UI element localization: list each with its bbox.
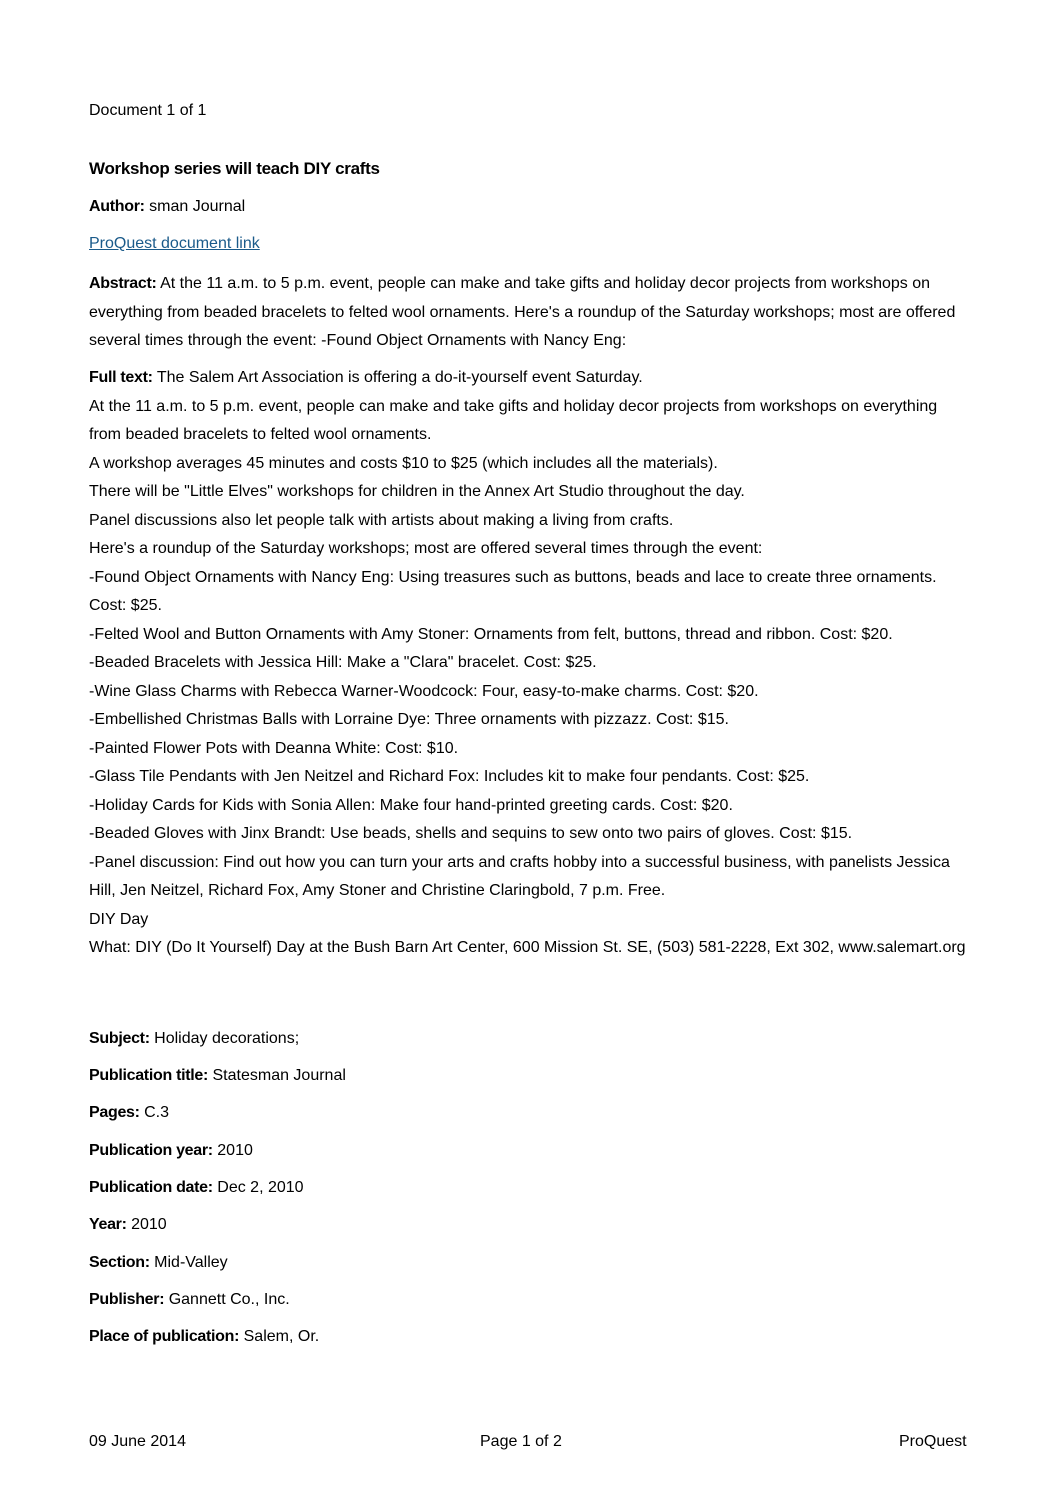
metadata-value: Mid-Valley bbox=[154, 1254, 228, 1271]
metadata-place-of-publication bbox=[89, 1326, 319, 1348]
metadata-publisher bbox=[89, 1289, 290, 1311]
metadata-label: Subject: bbox=[89, 1030, 150, 1047]
metadata-value: Gannett Co., Inc. bbox=[168, 1291, 290, 1308]
metadata-label: Publication date: bbox=[89, 1179, 213, 1196]
metadata-label: Publication year: bbox=[89, 1142, 213, 1159]
fulltext-paragraph: -Beaded Bracelets with Jessica Hill: Make a "Clara" bracelet. Cost: $25. bbox=[89, 654, 597, 671]
fulltext-paragraph: DIY Day bbox=[89, 910, 149, 928]
fulltext-paragraph: -Glass Tile Pendants with Jen Neitzel and Richard Fox: Includes kit to make four pendants. Cost: $25. bbox=[89, 768, 810, 785]
abstract-section bbox=[89, 270, 969, 356]
fulltext-paragraph: There will be "Little Elves" workshops for children in the Annex Art Studio throughout the day. bbox=[89, 483, 745, 500]
author-value: sman Journal bbox=[149, 198, 246, 215]
metadata-label: Pages: bbox=[89, 1104, 140, 1121]
document-count: Document 1 of 1 bbox=[89, 102, 207, 119]
metadata-label: Year: bbox=[89, 1216, 127, 1233]
fulltext-section bbox=[89, 364, 969, 963]
fulltext-paragraph: -Beaded Gloves with Jinx Brandt: Use beads, shells and sequins to sew onto two pairs of gloves. Cost: $15. bbox=[89, 825, 853, 842]
fulltext-paragraph: -Wine Glass Charms with Rebecca Warner-Woodcock: Four, easy-to-make charms. Cost: $20. bbox=[89, 682, 759, 700]
fulltext-first-paragraph bbox=[89, 364, 969, 393]
fulltext-paragraph: -Embellished Christmas Balls with Lorraine Dye: Three ornaments with pizzazz. Cost: $15. bbox=[89, 711, 729, 728]
abstract-text: At the 11 a.m. to 5 p.m. event, people can make and take gifts and holiday decor projects from workshops on everything from beaded bracelets to felted wool ornaments. Here's a roundup of the Saturday workshops; most are offered several times through the event: -Found Object Ornaments with Nancy Eng: bbox=[89, 275, 956, 349]
metadata-publication-date bbox=[89, 1177, 304, 1199]
article-title: Workshop series will teach DIY crafts bbox=[89, 159, 380, 178]
fulltext-paragraph: -Holiday Cards for Kids with Sonia Allen: Make four hand-printed greeting cards. Cost: $20. bbox=[89, 796, 733, 814]
fulltext-paragraph: -Painted Flower Pots with Deanna White: Cost: $10. bbox=[89, 739, 459, 757]
fulltext-paragraph: -Found Object Ornaments with Nancy Eng: Using treasures such as buttons, beads and lace to create three ornaments. Cost: $25. bbox=[89, 568, 937, 614]
author-label: Author: bbox=[89, 198, 145, 215]
metadata-value: 2010 bbox=[217, 1142, 253, 1159]
footer-brand: ProQuest bbox=[899, 1433, 967, 1450]
metadata-label: Publication title: bbox=[89, 1067, 209, 1084]
fulltext-first-text: The Salem Art Association is offering a do-it-yourself event Saturday. bbox=[156, 369, 643, 386]
metadata-pages bbox=[89, 1102, 169, 1124]
fulltext-paragraph: -Panel discussion: Find out how you can turn your arts and crafts hobby into a successful business, with panelists Jessica Hill, Jen Neitzel, Richard Fox, Amy Stoner and Christine Claringbold, 7 p.m. Free. bbox=[89, 853, 950, 899]
metadata-publication-year bbox=[89, 1140, 253, 1162]
metadata-label: Place of publication: bbox=[89, 1328, 240, 1345]
fulltext-paragraph: Panel discussions also let people talk with artists about making a living from crafts. bbox=[89, 511, 674, 529]
footer-date: 09 June 2014 bbox=[89, 1433, 186, 1450]
abstract-label: Abstract: bbox=[89, 275, 157, 292]
metadata-value: 2010 bbox=[131, 1216, 167, 1233]
metadata-publication-title bbox=[89, 1065, 346, 1087]
fulltext-paragraph: Here's a roundup of the Saturday workshops; most are offered several times through the event: bbox=[89, 540, 763, 557]
metadata-value: Salem, Or. bbox=[243, 1328, 320, 1345]
fulltext-paragraph: At the 11 a.m. to 5 p.m. event, people can make and take gifts and holiday decor projects from workshops on everything from beaded bracelets to felted wool ornaments. bbox=[89, 397, 938, 443]
footer-page-number: Page 1 of 2 bbox=[480, 1433, 562, 1450]
metadata-section bbox=[89, 1252, 228, 1274]
metadata-value: Holiday decorations; bbox=[154, 1030, 300, 1047]
metadata-subject bbox=[89, 1028, 299, 1050]
metadata-label: Section: bbox=[89, 1254, 150, 1271]
author-line bbox=[89, 196, 245, 218]
fulltext-paragraph: What: DIY (Do It Yourself) Day at the Bush Barn Art Center, 600 Mission St. SE, (503) 581-2228, Ext 302, www.salemart.org bbox=[89, 939, 966, 956]
proquest-document-link[interactable]: ProQuest document link bbox=[89, 235, 260, 252]
metadata-value: C.3 bbox=[144, 1104, 170, 1121]
metadata-label: Publisher: bbox=[89, 1291, 165, 1308]
metadata-year bbox=[89, 1214, 167, 1236]
fulltext-paragraph: -Felted Wool and Button Ornaments with Amy Stoner: Ornaments from felt, buttons, thread and ribbon. Cost: $20. bbox=[89, 625, 893, 643]
fulltext-label: Full text: bbox=[89, 369, 153, 386]
metadata-value: Statesman Journal bbox=[212, 1067, 346, 1084]
fulltext-paragraph: A workshop averages 45 minutes and costs $10 to $25 (which includes all the materials). bbox=[89, 454, 718, 472]
metadata-value: Dec 2, 2010 bbox=[217, 1179, 304, 1196]
